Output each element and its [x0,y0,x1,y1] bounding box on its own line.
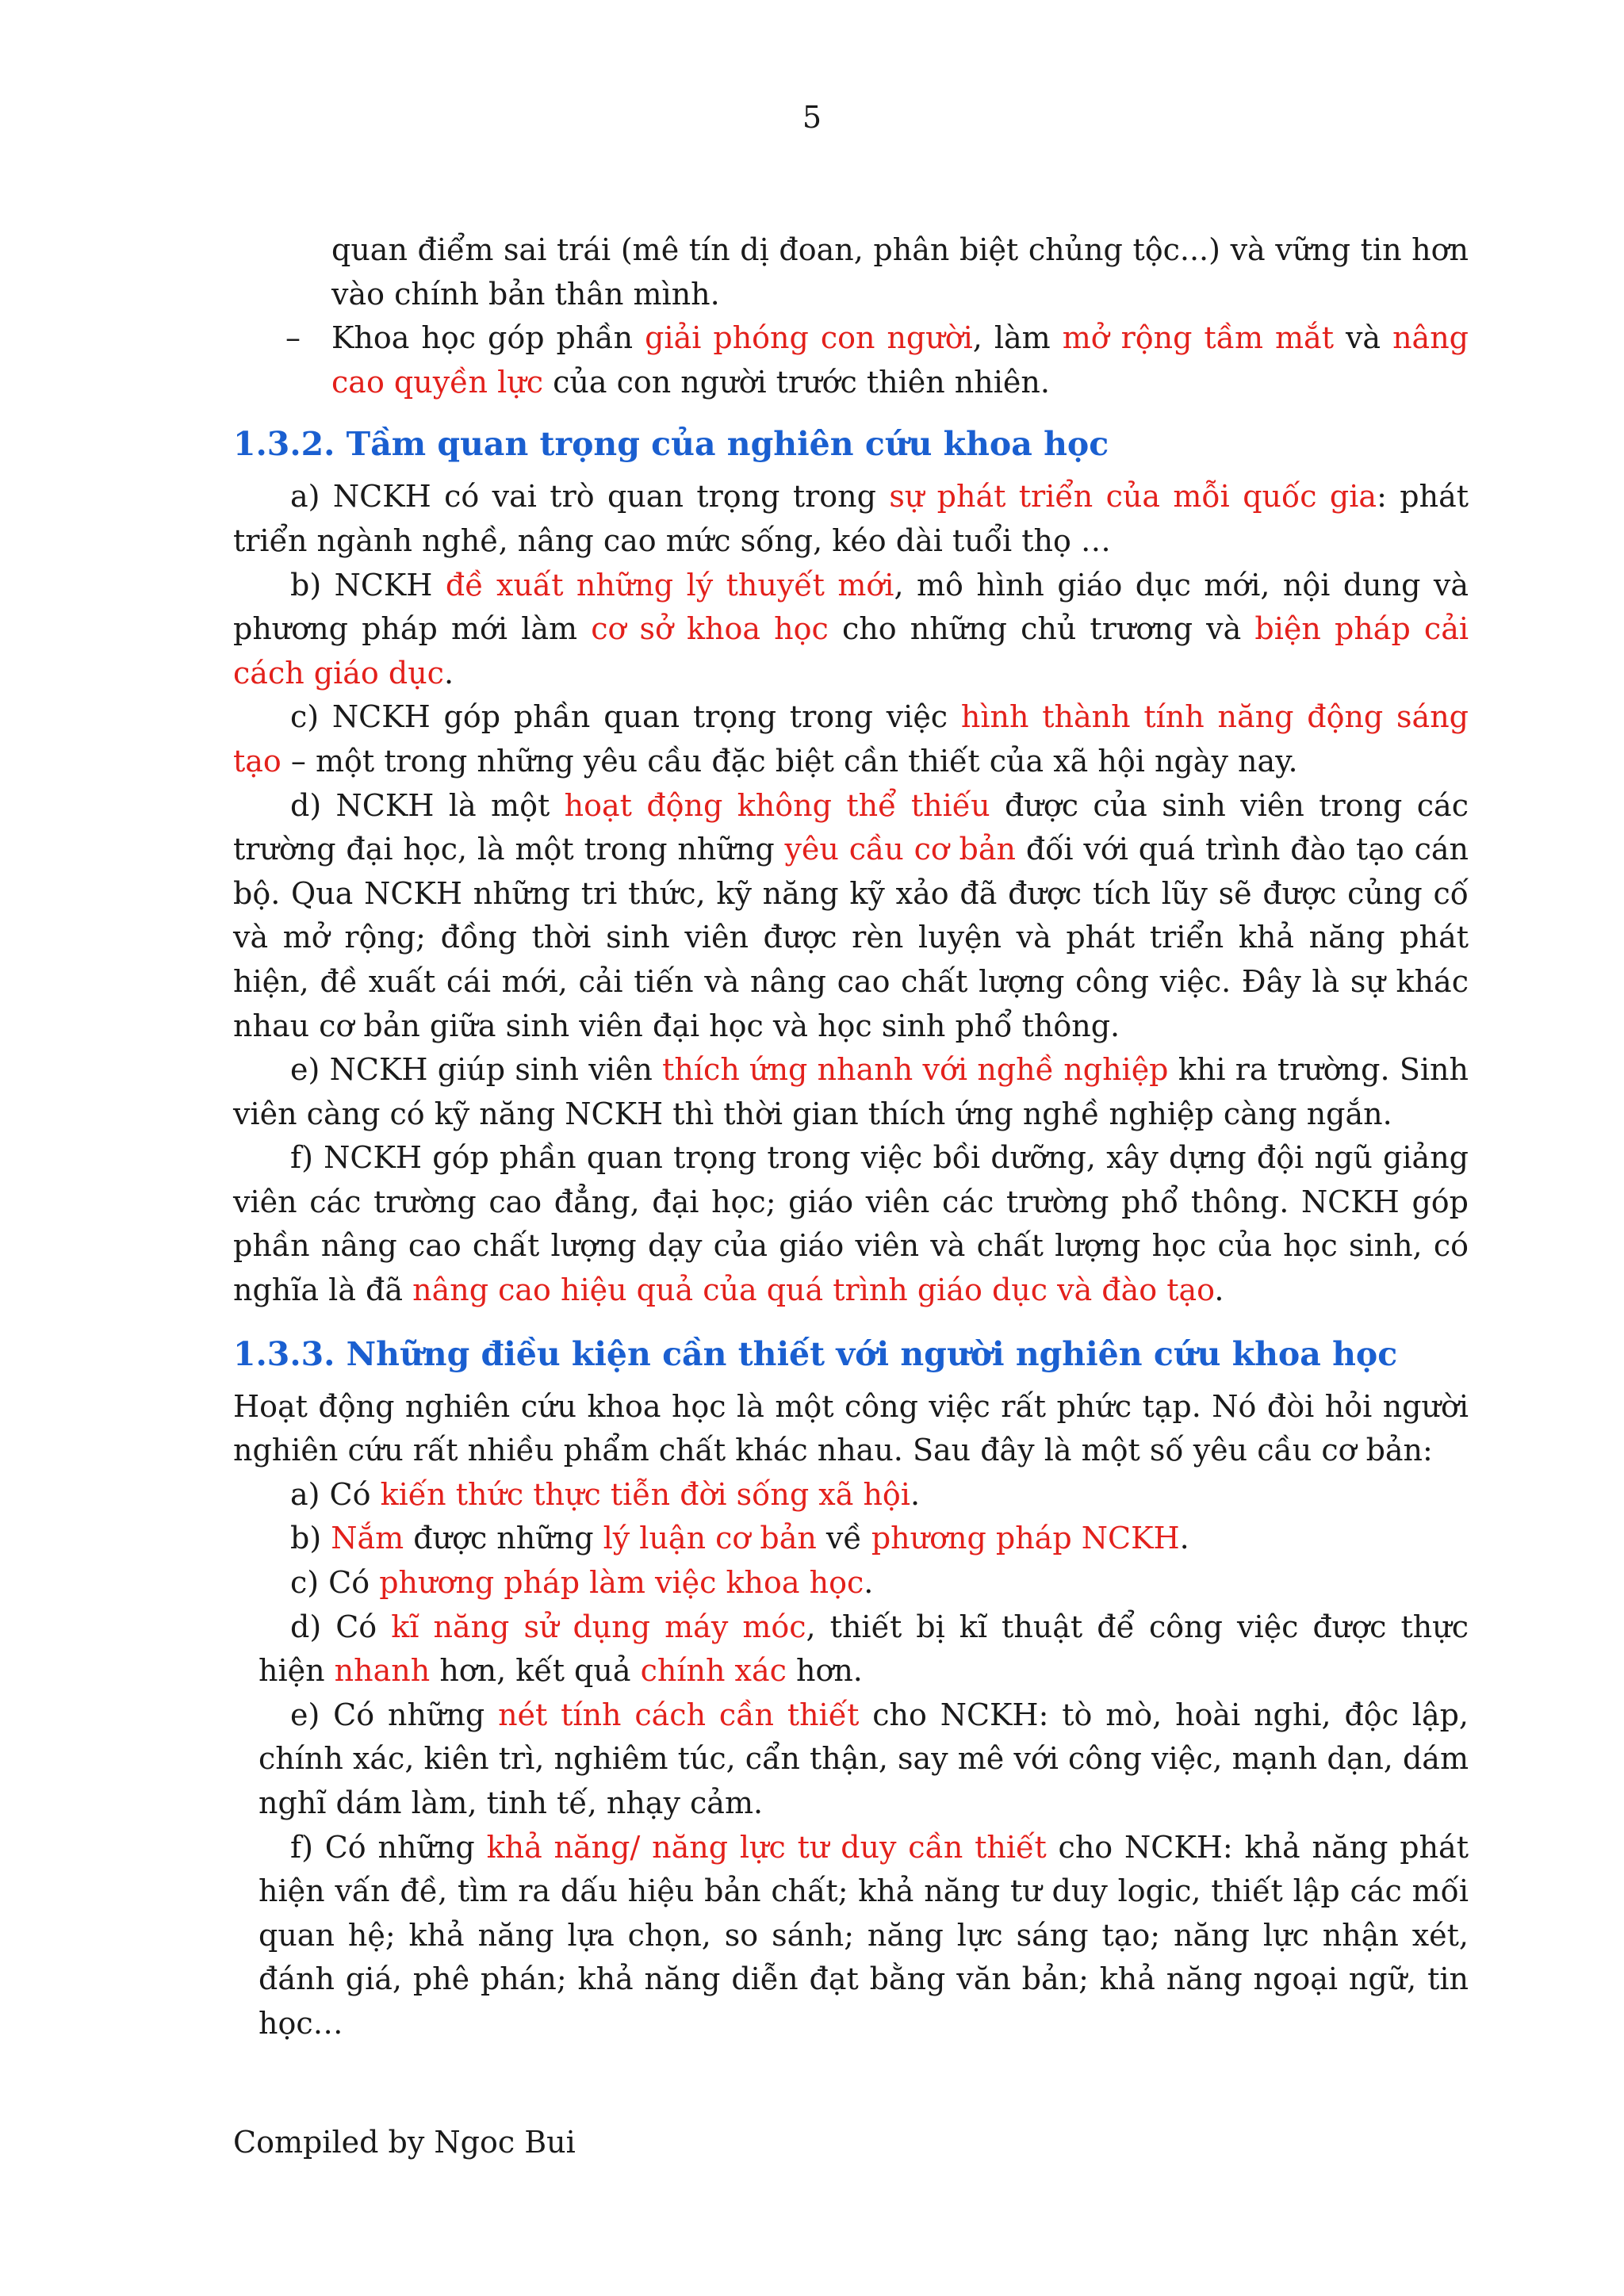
item-132-c: c) NCKH góp phần quan trọng trong việc hình thành tính năng động sáng tạo – một trong những yêu cầu đặc biệt cần thiết của xã hội ngày nay. [233,699,1469,779]
intro-continuation: quan điểm sai trái (mê tín dị đoan, phân biệt chủng tộc...) và vững tin hơn vào chính bản thân mình. [331,232,1469,312]
item-132-e: e) NCKH giúp sinh viên thích ứng nhanh với nghề nghiệp khi ra trường. Sinh viên càng có kỹ năng NCKH thì thời gian thích ứng nghề nghiệp càng ngắn. [233,1052,1469,1131]
heading-1-3-3: 1.3.3. Những điều kiện cần thiết với người nghiên cứu khoa học [233,1334,1398,1373]
item-133-a: a) Có kiến thức thực tiễn đời sống xã hội. [290,1476,921,1512]
item-133-f: f) Có những khả năng/ năng lực tư duy cần thiết cho NCKH: khả năng phát hiện vấn đề, tìm ra dấu hiệu bản chất; khả năng tư duy logic, thiết lập các mối quan hệ; khả năng lựa chọn, so sánh; năng lực sáng tạo; năng lực nhận xét, đánh giá, phê phán; khả năng diễn đạt bằng văn bản; khả năng ngoại ngữ, tin học… [259,1829,1469,2041]
page-content [233,228,1469,2046]
dash-bullet: – [285,320,301,356]
intro-bullet-item: – Khoa học góp phần giải phóng con người, làm mở rộng tầm mắt và nâng cao quyền lực của con người trước thiên nhiên. [233,316,1469,404]
item-132-d: d) NCKH là một hoạt động không thể thiếu được của sinh viên trong các trường đại học, là một trong những yêu cầu cơ bản đối với quá trình đào tạo cán bộ. Qua NCKH những tri thức, kỹ năng kỹ xảo đã được tích lũy sẽ được củng cố và mở rộng; đồng thời sinh viên được rèn luyện và phát triển khả năng phát hiện, đề xuất cái mới, cải tiến và nâng cao chất lượng công việc. Đây là sự khác nhau cơ bản giữa sinh viên đại học và học sinh phổ thông. [233,787,1469,1043]
item-132-a: a) NCKH có vai trò quan trọng trong sự phát triển của mỗi quốc gia: phát triển ngành nghề, nâng cao mức sống, kéo dài tuổi thọ … [233,479,1469,558]
heading-1-3-2: 1.3.2. Tầm quan trọng của nghiên cứu khoa học [233,425,1109,464]
item-133-d: d) Có kĩ năng sử dụng máy móc, thiết bị kĩ thuật để công việc được thực hiện nhanh hơn, kết quả chính xác hơn. [259,1609,1469,1689]
page-number: 5 [802,100,822,135]
item-133-b: b) Nắm được những lý luận cơ bản về phương pháp NCKH. [290,1521,1189,1556]
footer-credit: Compiled by Ngoc Bui [233,2125,576,2160]
item-132-f: f) NCKH góp phần quan trọng trong việc bồi dưỡng, xây dựng đội ngũ giảng viên các trường cao đẳng, đại học; giáo viên các trường phổ thông. NCKH góp phần nâng cao chất lượng dạy của giáo viên và chất lượng học của học sinh, có nghĩa là đã nâng cao hiệu quả của quá trình giáo dục và đào tạo. [233,1140,1469,1308]
item-133-e: e) Có những nét tính cách cần thiết cho NCKH: tò mò, hoài nghi, độc lập, chính xác, kiên trì, nghiêm túc, cẩn thận, say mê với công việc, mạnh dạn, dám nghĩ dám làm, tinh tế, nhạy cảm. [259,1697,1469,1820]
item-133-c: c) Có phương pháp làm việc khoa học. [290,1565,874,1601]
section-133-intro: Hoạt động nghiên cứu khoa học là một công việc rất phức tạp. Nó đòi hỏi người nghiên cứu rất nhiều phẩm chất khác nhau. Sau đây là một số yêu cầu cơ bản: [233,1388,1469,1468]
item-132-b: b) NCKH đề xuất những lý thuyết mới, mô hình giáo dục mới, nội dung và phương pháp mới làm cơ sở khoa học cho những chủ trương và biện pháp cải cách giáo dục. [233,567,1469,691]
